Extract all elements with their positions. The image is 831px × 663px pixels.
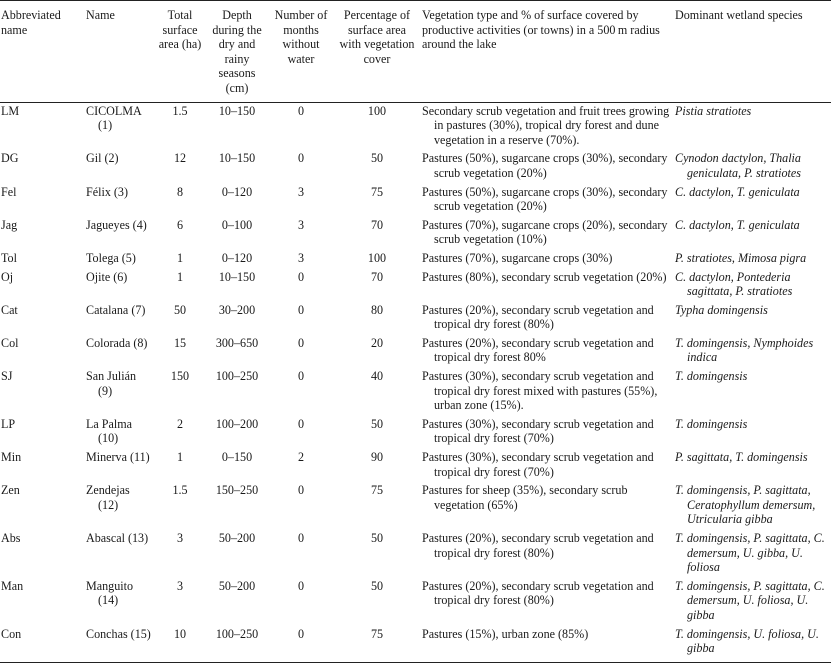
cell-name: Jagueyes (4) (86, 217, 147, 232)
cell-species: C. dactylon, T. geniculata (675, 184, 800, 199)
cell-pct: 70 (370, 269, 384, 284)
cell-pct: 100 (367, 250, 387, 265)
cell-abbr: Tol (1, 250, 17, 265)
cell-months: 0 (297, 369, 305, 384)
cell-months: 0 (297, 269, 305, 284)
cell-name: Minerva (11) (86, 450, 150, 465)
cell-area: 10 (154, 626, 206, 663)
cell-months: 0 (297, 531, 305, 545)
cell-area: 1 (176, 450, 184, 465)
cell-species: T. domingensis, U. foliosa, U. gibba (673, 626, 831, 663)
cell-abbr: Min (1, 450, 22, 465)
cell-abbr: Man (1, 578, 24, 593)
table-row (0, 217, 831, 250)
cell-veg: Pastures (15%), urban zone (85%) (420, 626, 673, 663)
header-depth: Depth during the dry and rainy seasons (cm) (206, 1, 268, 103)
cell-species: T. domingensis, P. sagittata, Ceratophyllum demersum, Utricularia gibba (675, 483, 816, 527)
cell-pct: 100 (367, 103, 387, 118)
cell-veg: Pastures (20%), secondary scrub vegetation and tropical dry forest (80%) (422, 531, 654, 560)
cell-species: C. dactylon, Pontederia sagittata, P. stratiotes (675, 269, 793, 299)
header-veg: Vegetation type and % of surface covered by productive activities (or towns) in a 500 m radius around the lake (420, 1, 673, 103)
cell-abbr: Zen (1, 483, 20, 498)
cell-name: Colorada (8) (86, 335, 148, 350)
table-body (0, 102, 831, 662)
cell-veg: Pastures (20%), secondary scrub vegetation and tropical dry forest 80% (422, 335, 654, 365)
cell-abbr: Cat (1, 302, 18, 317)
cell-veg: Pastures (50%), sugarcane crops (30%), secondary scrub vegetation (20%) (422, 184, 668, 214)
cell-species: T. domingensis, Nymphoides indica (675, 335, 814, 365)
cell-abbr: Jag (1, 217, 18, 232)
cell-abbr: Con (0, 626, 84, 663)
header-name: Name (84, 1, 154, 103)
table-row (0, 335, 831, 368)
header-months: Number of months without water (268, 1, 334, 103)
cell-species: P. stratiotes, Mimosa pigra (675, 250, 807, 265)
table-row (0, 269, 831, 302)
cell-pct: 75 (370, 184, 384, 199)
cell-species: T. domingensis, P. sagittata, C. demersum, U. foliosa, U. gibba (675, 578, 825, 622)
cell-area: 15 (173, 335, 187, 350)
header-species: Dominant wetland species (673, 1, 831, 103)
cell-name: Félix (3) (86, 184, 128, 199)
cell-pct: 75 (370, 483, 384, 498)
cell-abbr: Col (1, 335, 19, 350)
cell-veg: Pastures for sheep (35%), secondary scrub vegetation (65%) (422, 483, 628, 512)
cell-species: T. domingensis (675, 416, 748, 431)
cell-veg: Pastures (50%), sugarcane crops (30%), secondary scrub vegetation (20%) (422, 151, 668, 180)
table-row (0, 302, 831, 335)
header-abbr: Abbreviated name (0, 1, 84, 103)
cell-months: 0 (297, 416, 305, 431)
cell-name: Catalana (7) (86, 302, 146, 317)
cell-area: 1 (176, 269, 184, 284)
cell-depth: 10–150 (218, 269, 256, 284)
cell-area: 8 (176, 184, 184, 199)
cell-depth: 300–650 (215, 335, 259, 350)
cell-pct: 70 (370, 217, 384, 232)
cell-depth: 100–250 (215, 369, 259, 384)
cell-pct: 50 (370, 578, 384, 593)
cell-area: 3 (176, 578, 184, 593)
table-row (0, 102, 831, 150)
cell-name: Abascal (13) (86, 531, 149, 545)
cell-abbr: Oj (1, 269, 14, 284)
table-row (0, 449, 831, 482)
table-row (0, 150, 831, 183)
cell-area: 1.5 (172, 103, 188, 118)
cell-veg: Pastures (80%), secondary scrub vegetation (20%) (422, 269, 667, 284)
cell-abbr: LP (1, 416, 16, 431)
table-header-row (0, 1, 831, 103)
cell-months: 0 (297, 578, 305, 593)
cell-pct: 40 (370, 369, 384, 384)
cell-pct: 75 (334, 626, 420, 663)
cell-abbr: Abs (1, 531, 21, 545)
cell-months: 3 (297, 184, 305, 199)
cell-depth: 100–250 (206, 626, 268, 663)
cell-months: 0 (297, 302, 305, 317)
cell-pct: 50 (370, 531, 384, 545)
cell-abbr: LM (1, 103, 20, 118)
cell-species: Typha domingensis (675, 302, 768, 317)
cell-veg: Pastures (70%), sugarcane crops (30%) (422, 250, 613, 265)
table-row (0, 250, 831, 269)
cell-abbr: SJ (1, 369, 13, 384)
cell-depth: 0–120 (221, 184, 253, 199)
cell-months: 0 (297, 335, 305, 350)
cell-name: San Julián (9) (86, 369, 137, 398)
cell-area: 1.5 (172, 483, 188, 498)
cell-veg: Pastures (30%), secondary scrub vegetation and tropical dry forest mixed with pastures (55%), urban zone (15%). (422, 369, 658, 413)
table-row (0, 184, 831, 217)
header-pct: Percentage of surface area with vegetation cover (334, 1, 420, 103)
table-row (0, 578, 831, 626)
cell-name: Gil (2) (86, 151, 119, 166)
header-area: Total surface area (ha) (154, 1, 206, 103)
cell-abbr: Fel (1, 184, 17, 199)
table-row (0, 482, 831, 530)
cell-depth: 30–200 (218, 302, 256, 317)
cell-months: 3 (297, 217, 305, 232)
cell-species: C. dactylon, T. geniculata (675, 217, 800, 232)
cell-name: Tolega (5) (86, 250, 136, 265)
cell-area: 12 (173, 151, 187, 166)
cell-months: 2 (297, 450, 305, 465)
cell-depth: 10–150 (218, 151, 256, 166)
cell-species: Cynodon dactylon, Thalia geniculata, P. stratiotes (675, 151, 801, 180)
cell-months: 0 (268, 626, 334, 663)
cell-abbr: DG (1, 151, 19, 166)
cell-pct: 20 (370, 335, 384, 350)
cell-area: 3 (176, 531, 184, 545)
cell-pct: 50 (370, 151, 384, 166)
cell-depth: 150–250 (215, 483, 259, 498)
cell-pct: 90 (370, 450, 384, 465)
cell-species: T. domingensis (675, 369, 748, 384)
cell-species: P. sagittata, T. domingensis (675, 450, 808, 465)
table-row (0, 626, 831, 663)
cell-months: 3 (297, 250, 305, 265)
cell-area: 6 (176, 217, 184, 232)
cell-area: 1 (176, 250, 184, 265)
cell-months: 0 (297, 103, 305, 118)
table-row (0, 368, 831, 416)
cell-depth: 0–100 (221, 217, 253, 232)
cell-veg: Pastures (20%), secondary scrub vegetation and tropical dry forest (80%) (422, 578, 654, 608)
cell-veg: Pastures (30%), secondary scrub vegetation and tropical dry forest (70%) (422, 450, 654, 479)
cell-veg: Pastures (30%), secondary scrub vegetation and tropical dry forest (70%) (422, 416, 654, 446)
cell-name: Manguito (14) (86, 578, 134, 608)
cell-pct: 80 (370, 302, 384, 317)
cell-veg: Pastures (70%), sugarcane crops (20%), secondary scrub vegetation (10%) (422, 217, 668, 247)
cell-veg: Pastures (20%), secondary scrub vegetation and tropical dry forest (80%) (422, 302, 654, 332)
table-row (0, 416, 831, 449)
cell-name: CICOLMA (1) (86, 103, 142, 133)
cell-months: 0 (297, 151, 305, 166)
cell-area: 150 (170, 369, 190, 384)
cell-species: T. domingensis, P. sagittata, C. demersum, U. gibba, U. foliosa (675, 531, 825, 575)
cell-depth: 50–200 (218, 531, 256, 545)
cell-depth: 0–120 (221, 250, 253, 265)
cell-species: Pistia stratiotes (675, 103, 752, 118)
cell-pct: 50 (370, 416, 384, 431)
cell-months: 0 (297, 483, 305, 498)
cell-name: Zendejas (12) (86, 483, 130, 512)
cell-depth: 50–200 (218, 578, 256, 593)
cell-veg: Secondary scrub vegetation and fruit trees growing in pastures (30%), tropical dry forest and dune vegetation in a reserve (70%). (422, 103, 670, 147)
cell-depth: 100–200 (215, 416, 259, 431)
cell-area: 2 (176, 416, 184, 431)
cell-name: La Palma (10) (86, 416, 133, 446)
cell-depth: 0–150 (221, 450, 253, 465)
cell-area: 50 (173, 302, 187, 317)
cell-name: Ojite (6) (86, 269, 128, 284)
cell-depth: 10–150 (218, 103, 256, 118)
cell-name: Conchas (15) (84, 626, 154, 663)
table-row (0, 530, 831, 578)
